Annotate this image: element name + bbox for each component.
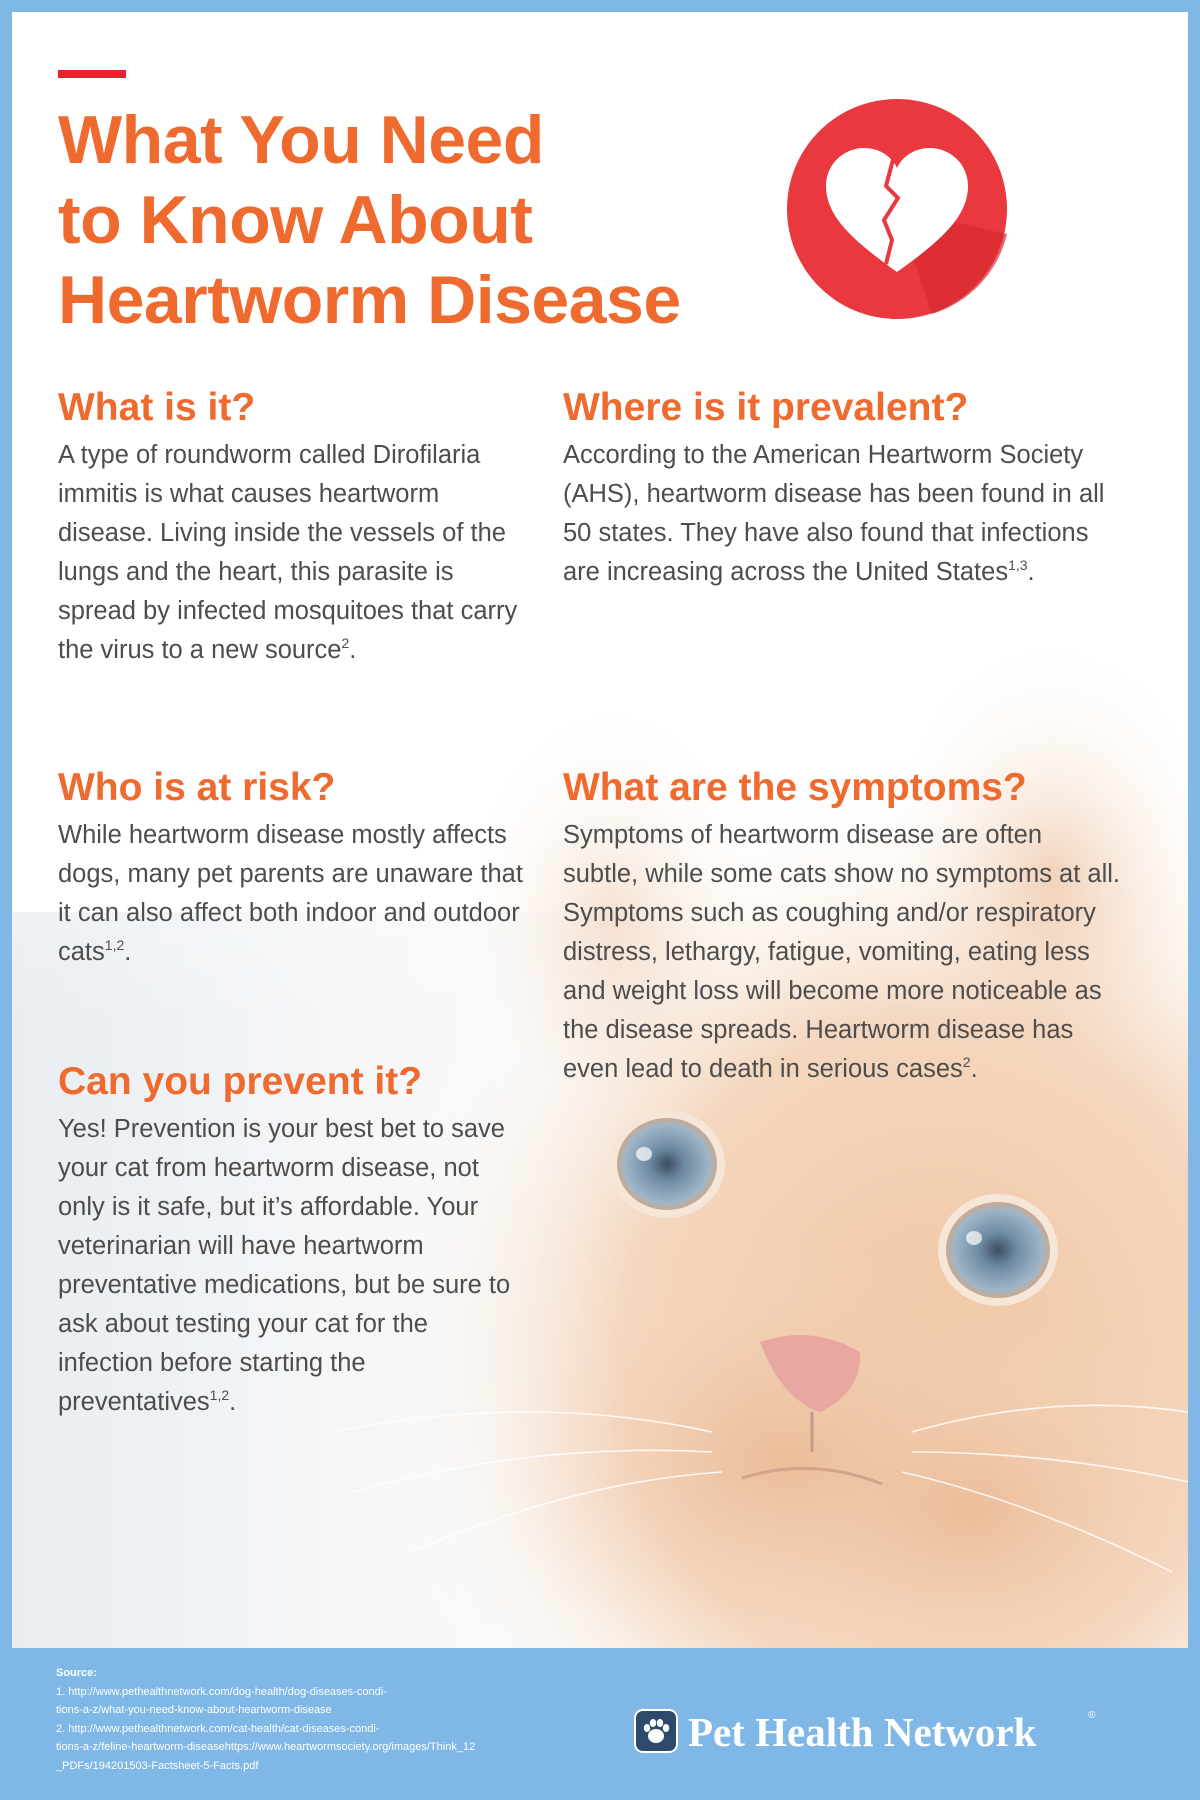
section-what-is-it xyxy=(58,384,528,670)
footer xyxy=(0,1648,1200,1800)
source-link[interactable]: tions-a-z/feline-heartworm-diseasehttps://www.heartwormsociety.org/images/Think_12 xyxy=(56,1741,476,1753)
broken-heart-icon xyxy=(782,94,1012,324)
paw-print-icon xyxy=(634,1709,678,1753)
section-symptoms xyxy=(563,764,1123,1089)
section-heading: Where is it prevalent? xyxy=(563,386,969,429)
section-body: According to the American Heartworm Society (AHS), heartworm disease has been found in all 50 states. They have also found that infections are increasing across the United States$^{1,3}$. xyxy=(563,441,1105,586)
footnote-ref: 1,2 xyxy=(209,1387,230,1403)
footnote-ref: 1,2 xyxy=(104,937,125,953)
section-heading: What are the symptoms? xyxy=(563,766,1027,809)
source-link[interactable]: 2. http://www.pethealthnetwork.com/cat-health/cat-diseases-condi- xyxy=(56,1722,380,1735)
title-accent-bar xyxy=(58,70,126,78)
brand-name: Pet Health Network xyxy=(688,1709,1037,1755)
source-link[interactable]: _PDFs/194201503-Factsheet-5-Facts.pdf xyxy=(56,1759,259,1772)
section-who-at-risk xyxy=(58,764,528,972)
section-body: A type of roundworm called Dirofilaria immitis is what causes heartworm disease. Living inside the vessels of the lungs and the heart, this parasite is spread by infected mosquitoes that carry the virus to a new source$^2$. xyxy=(58,441,518,664)
footnote-ref: 2 xyxy=(962,1054,971,1070)
section-heading: What is it? xyxy=(58,386,256,429)
section-heading: Can you prevent it? xyxy=(58,1060,423,1103)
title-line: What You Need xyxy=(58,102,544,178)
registered-mark: ® xyxy=(1088,1710,1096,1721)
section-body: While heartworm disease mostly affects dogs, many pet parents are unaware that it can also affect both indoor and outdoor cats$^{1,2}$. xyxy=(58,821,523,966)
title-line: to Know About xyxy=(58,182,533,258)
title-line: Heartworm Disease xyxy=(58,262,681,338)
sources-list xyxy=(56,1664,576,1775)
sources-label: Source: xyxy=(56,1667,97,1679)
section-body: Yes! Prevention is your best bet to save your cat from heartworm disease, not only is it safe, but it’s affordable. Your veterinarian will have heartworm preventative medications, but be sure to ask about testing your cat for the infection before starting the preventatives$^{1,2}$. xyxy=(58,1115,511,1416)
infographic-panel xyxy=(12,12,1188,1648)
page-title xyxy=(58,100,758,340)
source-link[interactable]: 1. http://www.pethealthnetwork.com/dog-health/dog-diseases-condi- xyxy=(56,1685,387,1698)
section-prevention xyxy=(58,1058,528,1422)
footnote-ref: 1,3 xyxy=(1008,557,1028,573)
source-link[interactable]: tions-a-z/what-you-need-know-about-heartworm-disease xyxy=(56,1704,332,1716)
footnote-ref: 2 xyxy=(341,635,350,651)
section-body: Symptoms of heartworm disease are often subtle, while some cats show no symptoms at all. Symptoms such as coughing and/or respiratory distress, lethargy, fatigue, vomiting, eating less and weight loss will become more noticeable as the disease spreads. Heartworm disease has even lead to death in serious cases$^2$. xyxy=(563,821,1120,1083)
section-heading: Who is at risk? xyxy=(58,766,336,809)
section-where-prevalent xyxy=(563,384,1123,592)
